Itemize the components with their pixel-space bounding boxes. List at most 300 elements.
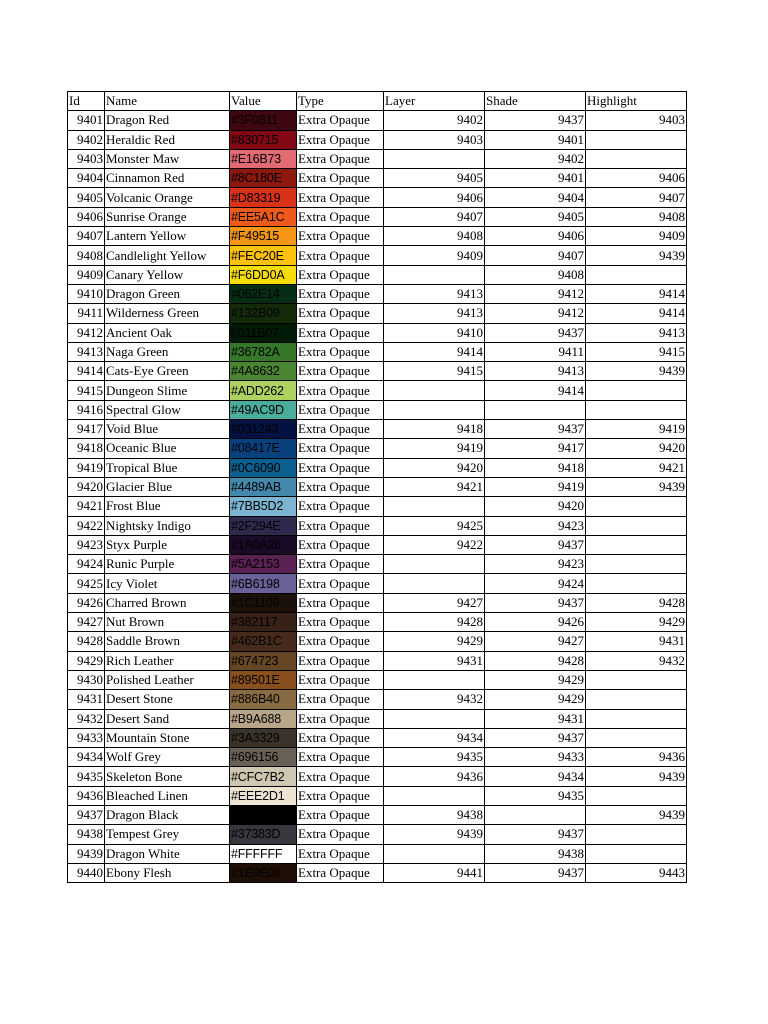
value-cell: #F49515: [230, 227, 297, 246]
layer-cell: 9405: [384, 169, 485, 188]
highlight-cell: 9413: [586, 323, 687, 342]
id-cell: 9425: [68, 574, 105, 593]
value-cell: #FEC20E: [230, 246, 297, 265]
highlight-cell: [586, 728, 687, 747]
type-cell: Extra Opaque: [297, 169, 384, 188]
highlight-cell: 9429: [586, 613, 687, 632]
id-cell: 9424: [68, 555, 105, 574]
type-cell: Extra Opaque: [297, 690, 384, 709]
table-row: [68, 690, 687, 709]
table-row: [68, 111, 687, 130]
type-cell: Extra Opaque: [297, 362, 384, 381]
name-cell: Dragon White: [105, 844, 230, 863]
table-row: [68, 342, 687, 361]
layer-cell: 9420: [384, 458, 485, 477]
table-row: [68, 844, 687, 863]
value-cell: #1E0E06: [230, 863, 297, 882]
value-cell: #89501E: [230, 670, 297, 689]
value-cell: #EEE2D1: [230, 786, 297, 805]
layer-cell: [384, 844, 485, 863]
shade-cell: 9428: [485, 651, 586, 670]
value-cell: #7BB5D2: [230, 497, 297, 516]
highlight-cell: [586, 786, 687, 805]
table-row: [68, 400, 687, 419]
highlight-cell: 9431: [586, 632, 687, 651]
table-row: [68, 728, 687, 747]
header-type: Type: [297, 92, 384, 111]
id-cell: 9434: [68, 748, 105, 767]
highlight-cell: 9421: [586, 458, 687, 477]
layer-cell: 9432: [384, 690, 485, 709]
layer-cell: [384, 265, 485, 284]
layer-cell: 9421: [384, 477, 485, 496]
value-cell: #000000: [230, 805, 297, 824]
type-cell: Extra Opaque: [297, 516, 384, 535]
name-cell: Volcanic Orange: [105, 188, 230, 207]
value-cell: #3F0811: [230, 111, 297, 130]
table-row: [68, 439, 687, 458]
highlight-cell: [586, 130, 687, 149]
layer-cell: [384, 497, 485, 516]
layer-cell: 9436: [384, 767, 485, 786]
name-cell: Cinnamon Red: [105, 169, 230, 188]
layer-cell: [384, 786, 485, 805]
layer-cell: 9425: [384, 516, 485, 535]
name-cell: Dungeon Slime: [105, 381, 230, 400]
name-cell: Dragon Green: [105, 284, 230, 303]
value-cell: #3A3329: [230, 728, 297, 747]
type-cell: Extra Opaque: [297, 304, 384, 323]
type-cell: Extra Opaque: [297, 728, 384, 747]
table-row: [68, 535, 687, 554]
value-cell: #462B1C: [230, 632, 297, 651]
type-cell: Extra Opaque: [297, 323, 384, 342]
type-cell: Extra Opaque: [297, 246, 384, 265]
table-row: [68, 593, 687, 612]
highlight-cell: 9428: [586, 593, 687, 612]
name-cell: Skeleton Bone: [105, 767, 230, 786]
name-cell: Styx Purple: [105, 535, 230, 554]
highlight-cell: 9436: [586, 748, 687, 767]
id-cell: 9412: [68, 323, 105, 342]
value-cell: #031243: [230, 420, 297, 439]
value-cell: #08417E: [230, 439, 297, 458]
id-cell: 9421: [68, 497, 105, 516]
table-row: [68, 362, 687, 381]
value-cell: #011B07: [230, 323, 297, 342]
value-cell: #6B6198: [230, 574, 297, 593]
header-value: Value: [230, 92, 297, 111]
id-cell: 9435: [68, 767, 105, 786]
layer-cell: 9409: [384, 246, 485, 265]
name-cell: Desert Stone: [105, 690, 230, 709]
name-cell: Ancient Oak: [105, 323, 230, 342]
value-cell: #2F294E: [230, 516, 297, 535]
shade-cell: 9438: [485, 844, 586, 863]
id-cell: 9408: [68, 246, 105, 265]
value-cell: #696156: [230, 748, 297, 767]
layer-cell: [384, 400, 485, 419]
type-cell: Extra Opaque: [297, 458, 384, 477]
name-cell: Spectral Glow: [105, 400, 230, 419]
type-cell: Extra Opaque: [297, 342, 384, 361]
highlight-cell: [586, 670, 687, 689]
layer-cell: [384, 381, 485, 400]
highlight-cell: 9439: [586, 477, 687, 496]
name-cell: Bleached Linen: [105, 786, 230, 805]
value-cell: #CFC7B2: [230, 767, 297, 786]
table-row: [68, 574, 687, 593]
table-row: [68, 651, 687, 670]
shade-cell: [485, 400, 586, 419]
name-cell: Nut Brown: [105, 613, 230, 632]
id-cell: 9420: [68, 477, 105, 496]
shade-cell: 9435: [485, 786, 586, 805]
value-cell: #674723: [230, 651, 297, 670]
layer-cell: [384, 709, 485, 728]
type-cell: Extra Opaque: [297, 555, 384, 574]
highlight-cell: [586, 516, 687, 535]
color-table: [67, 91, 687, 883]
shade-cell: 9437: [485, 863, 586, 882]
name-cell: Rich Leather: [105, 651, 230, 670]
id-cell: 9401: [68, 111, 105, 130]
name-cell: Wilderness Green: [105, 304, 230, 323]
highlight-cell: [586, 574, 687, 593]
table-row: [68, 613, 687, 632]
value-cell: #F6DD0A: [230, 265, 297, 284]
type-cell: Extra Opaque: [297, 786, 384, 805]
type-cell: Extra Opaque: [297, 130, 384, 149]
name-cell: Heraldic Red: [105, 130, 230, 149]
id-cell: 9413: [68, 342, 105, 361]
type-cell: Extra Opaque: [297, 863, 384, 882]
type-cell: Extra Opaque: [297, 188, 384, 207]
type-cell: Extra Opaque: [297, 574, 384, 593]
highlight-cell: 9406: [586, 169, 687, 188]
value-cell: #FFFFFF: [230, 844, 297, 863]
id-cell: 9416: [68, 400, 105, 419]
id-cell: 9409: [68, 265, 105, 284]
layer-cell: 9428: [384, 613, 485, 632]
shade-cell: 9411: [485, 342, 586, 361]
type-cell: Extra Opaque: [297, 670, 384, 689]
shade-cell: 9437: [485, 728, 586, 747]
highlight-cell: 9439: [586, 805, 687, 824]
type-cell: Extra Opaque: [297, 748, 384, 767]
id-cell: 9402: [68, 130, 105, 149]
value-cell: #886B40: [230, 690, 297, 709]
shade-cell: 9401: [485, 130, 586, 149]
layer-cell: 9431: [384, 651, 485, 670]
type-cell: Extra Opaque: [297, 593, 384, 612]
name-cell: Tempest Grey: [105, 825, 230, 844]
name-cell: Canary Yellow: [105, 265, 230, 284]
table-row: [68, 304, 687, 323]
name-cell: Mountain Stone: [105, 728, 230, 747]
name-cell: Runic Purple: [105, 555, 230, 574]
layer-cell: 9429: [384, 632, 485, 651]
value-cell: #ADD262: [230, 381, 297, 400]
highlight-cell: [586, 690, 687, 709]
id-cell: 9407: [68, 227, 105, 246]
table-row: [68, 748, 687, 767]
id-cell: 9422: [68, 516, 105, 535]
value-cell: #EE5A1C: [230, 207, 297, 226]
type-cell: Extra Opaque: [297, 439, 384, 458]
type-cell: Extra Opaque: [297, 613, 384, 632]
table-row: [68, 458, 687, 477]
shade-cell: 9402: [485, 149, 586, 168]
id-cell: 9437: [68, 805, 105, 824]
table-row: [68, 863, 687, 882]
table-body: [68, 111, 687, 883]
value-cell: #830715: [230, 130, 297, 149]
shade-cell: 9408: [485, 265, 586, 284]
name-cell: Candlelight Yellow: [105, 246, 230, 265]
highlight-cell: [586, 381, 687, 400]
name-cell: Dragon Black: [105, 805, 230, 824]
layer-cell: 9434: [384, 728, 485, 747]
highlight-cell: [586, 535, 687, 554]
shade-cell: 9405: [485, 207, 586, 226]
shade-cell: 9429: [485, 670, 586, 689]
value-cell: #4A8632: [230, 362, 297, 381]
layer-cell: 9413: [384, 304, 485, 323]
type-cell: Extra Opaque: [297, 265, 384, 284]
table-row: [68, 130, 687, 149]
type-cell: Extra Opaque: [297, 149, 384, 168]
name-cell: Wolf Grey: [105, 748, 230, 767]
highlight-cell: 9439: [586, 246, 687, 265]
layer-cell: [384, 574, 485, 593]
value-cell: #5A2153: [230, 555, 297, 574]
value-cell: #E16B73: [230, 149, 297, 168]
shade-cell: 9437: [485, 535, 586, 554]
shade-cell: 9423: [485, 516, 586, 535]
value-cell: #B9A688: [230, 709, 297, 728]
shade-cell: 9437: [485, 593, 586, 612]
header-shade: Shade: [485, 92, 586, 111]
table-row: [68, 805, 687, 824]
name-cell: Charred Brown: [105, 593, 230, 612]
table-row: [68, 670, 687, 689]
value-cell: #062E14: [230, 284, 297, 303]
id-cell: 9432: [68, 709, 105, 728]
type-cell: Extra Opaque: [297, 767, 384, 786]
header-id: Id: [68, 92, 105, 111]
type-cell: Extra Opaque: [297, 111, 384, 130]
layer-cell: [384, 149, 485, 168]
id-cell: 9436: [68, 786, 105, 805]
shade-cell: 9426: [485, 613, 586, 632]
highlight-cell: 9420: [586, 439, 687, 458]
id-cell: 9429: [68, 651, 105, 670]
name-cell: Naga Green: [105, 342, 230, 361]
name-cell: Saddle Brown: [105, 632, 230, 651]
shade-cell: 9412: [485, 284, 586, 303]
name-cell: Nightsky Indigo: [105, 516, 230, 535]
layer-cell: [384, 555, 485, 574]
name-cell: Frost Blue: [105, 497, 230, 516]
value-cell: #0C6090: [230, 458, 297, 477]
id-cell: 9440: [68, 863, 105, 882]
layer-cell: 9407: [384, 207, 485, 226]
layer-cell: 9438: [384, 805, 485, 824]
table-row: [68, 169, 687, 188]
table-row: [68, 381, 687, 400]
name-cell: Desert Sand: [105, 709, 230, 728]
type-cell: Extra Opaque: [297, 284, 384, 303]
table-row: [68, 497, 687, 516]
type-cell: Extra Opaque: [297, 400, 384, 419]
id-cell: 9428: [68, 632, 105, 651]
id-cell: 9423: [68, 535, 105, 554]
shade-cell: [485, 805, 586, 824]
value-cell: #4489AB: [230, 477, 297, 496]
id-cell: 9403: [68, 149, 105, 168]
type-cell: Extra Opaque: [297, 497, 384, 516]
type-cell: Extra Opaque: [297, 805, 384, 824]
shade-cell: 9433: [485, 748, 586, 767]
id-cell: 9438: [68, 825, 105, 844]
layer-cell: 9410: [384, 323, 485, 342]
header-row: [68, 92, 687, 111]
id-cell: 9404: [68, 169, 105, 188]
id-cell: 9418: [68, 439, 105, 458]
table-row: [68, 786, 687, 805]
layer-cell: 9441: [384, 863, 485, 882]
highlight-cell: [586, 555, 687, 574]
table-row: [68, 767, 687, 786]
name-cell: Icy Violet: [105, 574, 230, 593]
name-cell: Tropical Blue: [105, 458, 230, 477]
type-cell: Extra Opaque: [297, 477, 384, 496]
id-cell: 9415: [68, 381, 105, 400]
table-row: [68, 420, 687, 439]
shade-cell: 9406: [485, 227, 586, 246]
table-row: [68, 265, 687, 284]
table-row: [68, 555, 687, 574]
type-cell: Extra Opaque: [297, 632, 384, 651]
shade-cell: 9413: [485, 362, 586, 381]
id-cell: 9410: [68, 284, 105, 303]
type-cell: Extra Opaque: [297, 420, 384, 439]
shade-cell: 9423: [485, 555, 586, 574]
id-cell: 9406: [68, 207, 105, 226]
highlight-cell: 9403: [586, 111, 687, 130]
shade-cell: 9434: [485, 767, 586, 786]
shade-cell: 9414: [485, 381, 586, 400]
shade-cell: 9419: [485, 477, 586, 496]
layer-cell: 9415: [384, 362, 485, 381]
table-row: [68, 207, 687, 226]
shade-cell: 9437: [485, 825, 586, 844]
layer-cell: 9413: [384, 284, 485, 303]
highlight-cell: [586, 149, 687, 168]
shade-cell: 9437: [485, 111, 586, 130]
highlight-cell: [586, 265, 687, 284]
type-cell: Extra Opaque: [297, 381, 384, 400]
table-row: [68, 227, 687, 246]
name-cell: Void Blue: [105, 420, 230, 439]
layer-cell: 9422: [384, 535, 485, 554]
layer-cell: [384, 670, 485, 689]
highlight-cell: 9409: [586, 227, 687, 246]
highlight-cell: 9414: [586, 304, 687, 323]
highlight-cell: 9439: [586, 767, 687, 786]
shade-cell: 9431: [485, 709, 586, 728]
type-cell: Extra Opaque: [297, 844, 384, 863]
highlight-cell: [586, 709, 687, 728]
value-cell: #8C180E: [230, 169, 297, 188]
value-cell: #49AC9D: [230, 400, 297, 419]
type-cell: Extra Opaque: [297, 651, 384, 670]
shade-cell: 9424: [485, 574, 586, 593]
type-cell: Extra Opaque: [297, 227, 384, 246]
value-cell: #D83319: [230, 188, 297, 207]
layer-cell: 9427: [384, 593, 485, 612]
layer-cell: 9406: [384, 188, 485, 207]
shade-cell: 9407: [485, 246, 586, 265]
value-cell: #382117: [230, 613, 297, 632]
layer-cell: 9408: [384, 227, 485, 246]
shade-cell: 9437: [485, 323, 586, 342]
name-cell: Monster Maw: [105, 149, 230, 168]
id-cell: 9430: [68, 670, 105, 689]
id-cell: 9405: [68, 188, 105, 207]
type-cell: Extra Opaque: [297, 535, 384, 554]
layer-cell: 9419: [384, 439, 485, 458]
header-highlight: Highlight: [586, 92, 687, 111]
highlight-cell: [586, 844, 687, 863]
highlight-cell: 9419: [586, 420, 687, 439]
highlight-cell: 9443: [586, 863, 687, 882]
id-cell: 9417: [68, 420, 105, 439]
type-cell: Extra Opaque: [297, 709, 384, 728]
id-cell: 9419: [68, 458, 105, 477]
shade-cell: 9412: [485, 304, 586, 323]
layer-cell: 9418: [384, 420, 485, 439]
layer-cell: 9439: [384, 825, 485, 844]
table-row: [68, 188, 687, 207]
layer-cell: 9435: [384, 748, 485, 767]
highlight-cell: [586, 497, 687, 516]
value-cell: #1C1109: [230, 593, 297, 612]
layer-cell: 9402: [384, 111, 485, 130]
shade-cell: 9418: [485, 458, 586, 477]
name-cell: Ebony Flesh: [105, 863, 230, 882]
id-cell: 9426: [68, 593, 105, 612]
table-row: [68, 632, 687, 651]
highlight-cell: 9414: [586, 284, 687, 303]
table-row: [68, 825, 687, 844]
name-cell: Sunrise Orange: [105, 207, 230, 226]
value-cell: #132B09: [230, 304, 297, 323]
table-row: [68, 246, 687, 265]
table-row: [68, 149, 687, 168]
id-cell: 9427: [68, 613, 105, 632]
shade-cell: 9437: [485, 420, 586, 439]
shade-cell: 9429: [485, 690, 586, 709]
table-row: [68, 516, 687, 535]
shade-cell: 9420: [485, 497, 586, 516]
value-cell: #36782A: [230, 342, 297, 361]
shade-cell: 9404: [485, 188, 586, 207]
table-row: [68, 709, 687, 728]
highlight-cell: 9407: [586, 188, 687, 207]
shade-cell: 9401: [485, 169, 586, 188]
